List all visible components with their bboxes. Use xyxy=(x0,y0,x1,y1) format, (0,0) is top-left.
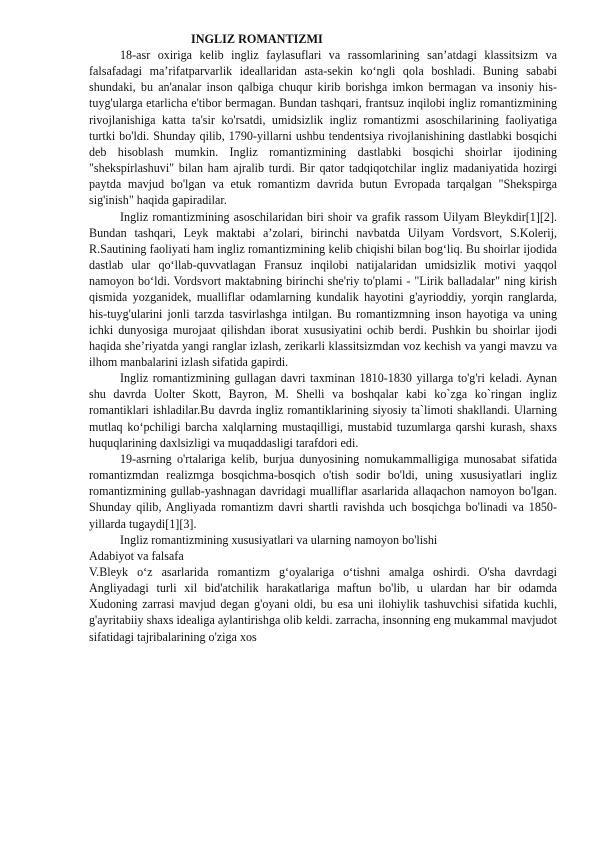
paragraph-4: 19-asrning o'rtalariga kelib, burjua dunyosining nomukammalligiga munosabat sifatida romantizmdan realizmga bosqichma-bosqich o'tish sodir bo'ldi, uning xususiyatlari ingliz romantizmining gullab-yashnagan davridagi mualliflar asarlarida allaqachon namoyon bo'lgan. Shunday qilib, Angliyada romantizm davri shartli ravishda uch bosqichga bo'linadi va 1850-yillarda tugaydi[1][3]. xyxy=(89,451,557,531)
subheading: Adabiyot va falsafa xyxy=(89,548,184,563)
paragraph-3: Ingliz romantizmining gullagan davri taxminan 1810-1830 yillarga to'g'ri keladi. Aynan shu davrda Uolter Skott, Bayron, M. Shelli va boshqalar kabi ko`zga ko`ringan ingliz romantiklari ishladilar.Bu davrda ingliz romantiklarining siyosiy ta`limoti shakllandi. Ularning mutlaq ko‘pchiligi barcha xalqlarning mustaqilligi, mustabid tuzumlarga qarshi kurash, shaxs huquqlarining daxlsizligi va muqaddasligi tarafdori edi. xyxy=(89,371,557,450)
document-page xyxy=(89,31,557,645)
document-title: INGLIZ ROMANTIZMI xyxy=(191,32,323,46)
paragraph-2: Ingliz romantizmining asoschilaridan biri shoir va grafik rassom Uilyam Bleykdir[1][2]. Bundan tashqari, Leyk maktabi a’zolari, birinchi navbatda Uilyam Vordsvort, S.Kolerij, R.Sautining faoliyati ham ingliz romantizmining kelib chiqishi bilan bog‘liq. Bu shoirlar ijodida dastlab ular qo‘llab-quvvatlagan Fransuz inqilobi natijalaridan umidsizlik motivi yaqqol namoyon bo‘ldi. Vordsvort maktabning birinchi she'riy to'plami - "Lirik balladalar" ning kirish qismida yozganidek, mualliflar odamlarning kundalik hayotini g'ayrioddiy, yorqin ranglarda, his-tuyg'ularini jonli tarzda tasvirlashga intilgan. Bu romantizmning inson hayotiga va uning ichki dunyosiga murojaat qilishdan iborat xususiyatini ochib berdi. Pushkin bu shoirlar ijodi haqida she’riyatda yangi ranglar izlash, zerikarli klassitsizmdan voz kechish va yangi mavzu va ilhom manbalarini izlash sifatida gapirdi. xyxy=(89,209,557,369)
paragraph-1: 18-asr oxiriga kelib ingliz faylasuflari va rassomlarining san’atdagi klassitsizm va falsafadagi ma’rifatparvarlik ideallaridan asta-sekin ko‘ngli qola boshladi. Buning sababi shundaki, bu an'analar inson qalbiga chuqur kirib borishga imkon bermagan va insoniy his-tuyg'ularga etarlicha e'tibor bermagan. Bundan tashqari, frantsuz inqilobi ingliz romantizmining rivojlanishiga katta ta'sir ko'rsatdi, umidsizlik ingliz romantizmi asoschilarining faoliyatiga turtki bo'ldi. Shunday qilib, 1790-yillarni ushbu tendentsiya rivojlanishining dastlabki bosqichi deb hisoblash mumkin. Ingliz romantizmining dastlabki bosqichi shoirlar ijodining "shekspirlashuvi" bilan ham ajralib turdi. Bir qator tadqiqotchilar ingliz madaniyatida hozirgi paytda mavjud bo'lgan va etuk romantizm davrida butun Evropada tarqalgan "Shekspirga sig'inish" haqida gapiradilar. xyxy=(89,48,557,208)
section-heading: Ingliz romantizmining xususiyatlari va ularning namoyon bo'lishi xyxy=(120,532,438,547)
paragraph-5: V.Bleyk o‘z asarlarida romantizm g‘oyalariga o‘tishni amalga oshirdi. O'sha davrdagi Angliyadagi turli xil bid'atchilik harakatlariga maftun bo'lib, u ulardan har bir odamda Xudoning zarrasi mavjud degan g'oyani oldi, bu esa uni ilohiylik tashuvchisi sifatida kuchli, g'ayritabiiy shaxs idealiga aylantirishga olib keldi. zarracha, insonning eng mukammal mavjudot sifatidagi tajribalarining o'ziga xos xyxy=(89,565,557,644)
